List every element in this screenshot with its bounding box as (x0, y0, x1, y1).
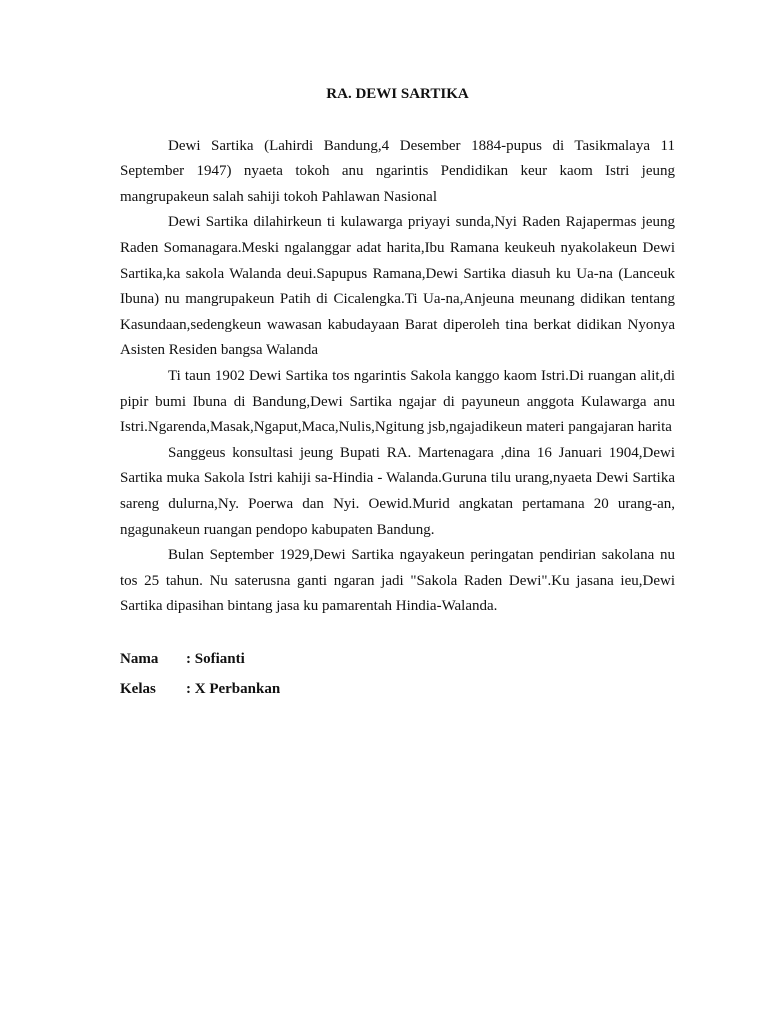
signature-name-row (120, 644, 675, 674)
document-title: RA. DEWI SARTIKA (326, 86, 469, 102)
signature-class-row (120, 674, 675, 704)
paragraph-3: Ti taun 1902 Dewi Sartika tos ngarintis Sakola kanggo kaom Istri.Di ruangan alit,di pipir bumi Ibuna di Bandung,Dewi Sartika ngajar di payuneun anggota Kulawarga anu Istri.Ngarenda,Masak,Ngaput,Maca,Nulis,Ngitung jsb,ngajadikeun materi pangajaran harita (120, 367, 675, 436)
class-label: Kelas (120, 680, 156, 697)
paragraph-2: Dewi Sartika dilahirkeun ti kulawarga priyayi sunda,Nyi Raden Rajapermas jeung Raden Somanagara.Meski ngalanggar adat harita,Ibu Ramana keukeuh nyakolakeun Dewi Sartika,ka sakola Walanda deui.Sapupus Ramana,Dewi Sartika diasuh ku Ua-na (Lanceuk Ibuna) nu mangrupakeun Patih di Cicalengka.Ti Ua-na,Anjeuna meunang didikan tentang Kasundaan,sedengkeun wawasan kabudayaan Barat diperoleh tina berkat didikan Nyonya Asisten Residen bangsa Walanda (120, 214, 675, 359)
name-value: : Sofianti (186, 650, 245, 667)
signature-block (120, 644, 675, 704)
class-value: : X Perbankan (186, 680, 281, 697)
document-page (120, 82, 675, 704)
paragraph-4: Sanggeus konsultasi jeung Bupati RA. Martenagara ,dina 16 Januari 1904,Dewi Sartika muka Sakola Istri kahiji sa-Hindia - Walanda.Guruna tilu urang,nyaeta Dewi Sartika sareng dulurna,Ny. Poerwa dan Nyi. Oewid.Murid angkatan pertamana 20 urang-an, ngagunakeun ruangan pendopo kabupaten Bandung. (120, 444, 675, 538)
paragraph-5: Bulan September 1929,Dewi Sartika ngayakeun peringatan pendirian sakolana nu tos 25 tahun. Nu saterusna ganti ngaran jadi "Sakola Raden Dewi".Ku jasana ieu,Dewi Sartika dipasihan bintang jasa ku pamarentah Hindia-Walanda. (120, 547, 675, 615)
name-label: Nama (120, 650, 159, 667)
paragraph-1: Dewi Sartika (Lahirdi Bandung,4 Desember 1884-pupus di Tasikmalaya 11 September 1947) nyaeta tokoh anu ngarintis Pendidikan keur kaom Istri jeung mangrupakeun salah sahiji tokoh Pahlawan Nasional (120, 137, 675, 205)
